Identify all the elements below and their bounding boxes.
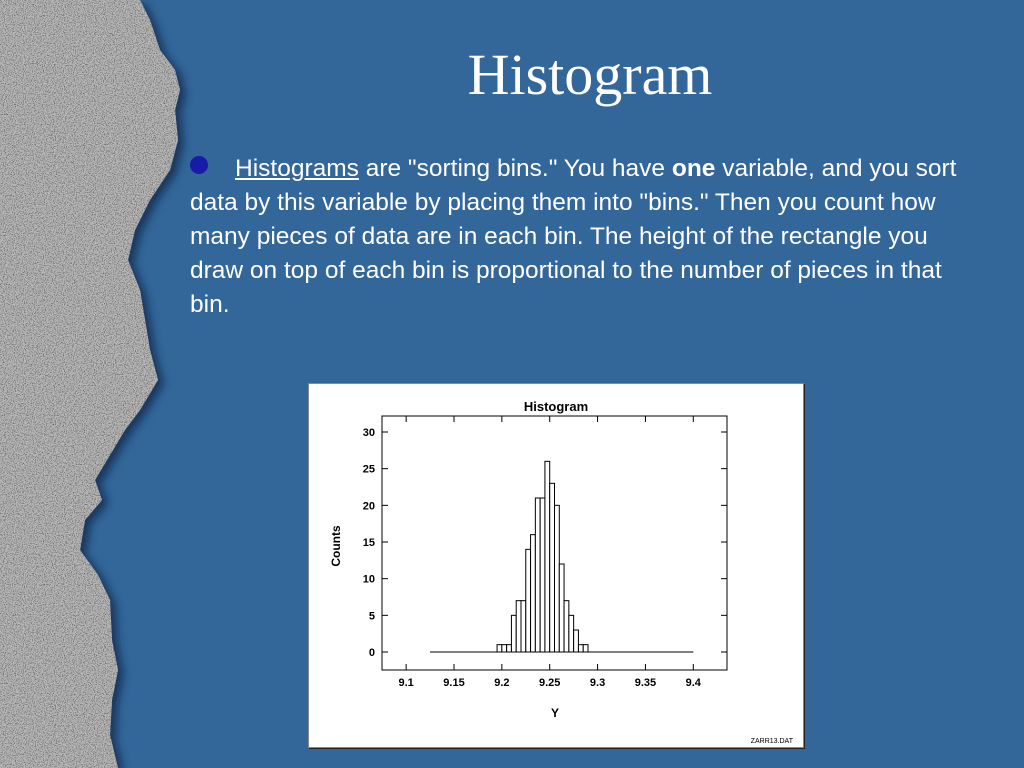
histogram-chart [309, 384, 803, 747]
chart-title: Histogram [523, 399, 589, 414]
histogram-bar [535, 498, 540, 652]
chart-footnote: ZARR13.DAT [750, 738, 793, 745]
histogram-bar [578, 645, 583, 652]
histogram-bar [540, 498, 545, 652]
y-tick-label: 0 [368, 647, 375, 659]
y-tick-label: 25 [362, 463, 375, 476]
histogram-bar [511, 615, 516, 652]
histogram-bars [430, 461, 693, 652]
histogram-bar [502, 645, 507, 652]
x-tick-label: 9.3 [589, 677, 606, 689]
histogram-bar [550, 483, 555, 652]
histogram-bar [583, 645, 588, 652]
histogram-bar [564, 601, 569, 652]
y-tick-label: 20 [362, 500, 375, 513]
histogram-bar [507, 645, 512, 652]
y-tick-label: 5 [368, 610, 375, 623]
histogram-bar [521, 601, 526, 652]
slide-title: Histogram [467, 42, 713, 107]
bullet-paragraph [190, 152, 980, 322]
histogram-bar [545, 461, 550, 652]
y-axis-label: Counts [329, 525, 343, 567]
bullet-bold-word: one [671, 155, 716, 182]
x-tick-label: 9.15 [443, 677, 465, 689]
histogram-bar [555, 505, 560, 652]
histogram-bar [569, 615, 574, 652]
y-tick-label: 30 [362, 427, 375, 439]
histogram-bar [574, 630, 579, 652]
x-tick-label: 9.1 [398, 677, 414, 689]
histogram-bar [516, 601, 521, 652]
y-tick-label: 10 [362, 573, 375, 586]
histogram-bar [531, 535, 536, 652]
histogram-bar [559, 564, 564, 652]
x-tick-label: 9.25 [539, 677, 561, 689]
histograms-link[interactable]: Histograms [235, 155, 359, 182]
bullet-text-part-1: are "sorting bins." You have [358, 155, 672, 182]
x-tick-label: 9.2 [494, 677, 510, 689]
x-axis-label: Y [550, 706, 560, 720]
histogram-bar [526, 549, 531, 652]
x-tick-label: 9.4 [685, 677, 701, 689]
x-tick-label: 9.35 [634, 677, 657, 689]
histogram-chart-frame [308, 383, 804, 748]
stone-texture-border [0, 0, 200, 768]
bullet-text-part-2: variable, and you sort data by this variable by placing them into "bins." Then you count how many pieces of data are in each bin. The height of the rectangle you draw on top of each bin is proportional to the number of pieces in that bin. [190, 155, 957, 318]
histogram-bar [497, 645, 502, 652]
y-tick-label: 15 [362, 537, 375, 549]
